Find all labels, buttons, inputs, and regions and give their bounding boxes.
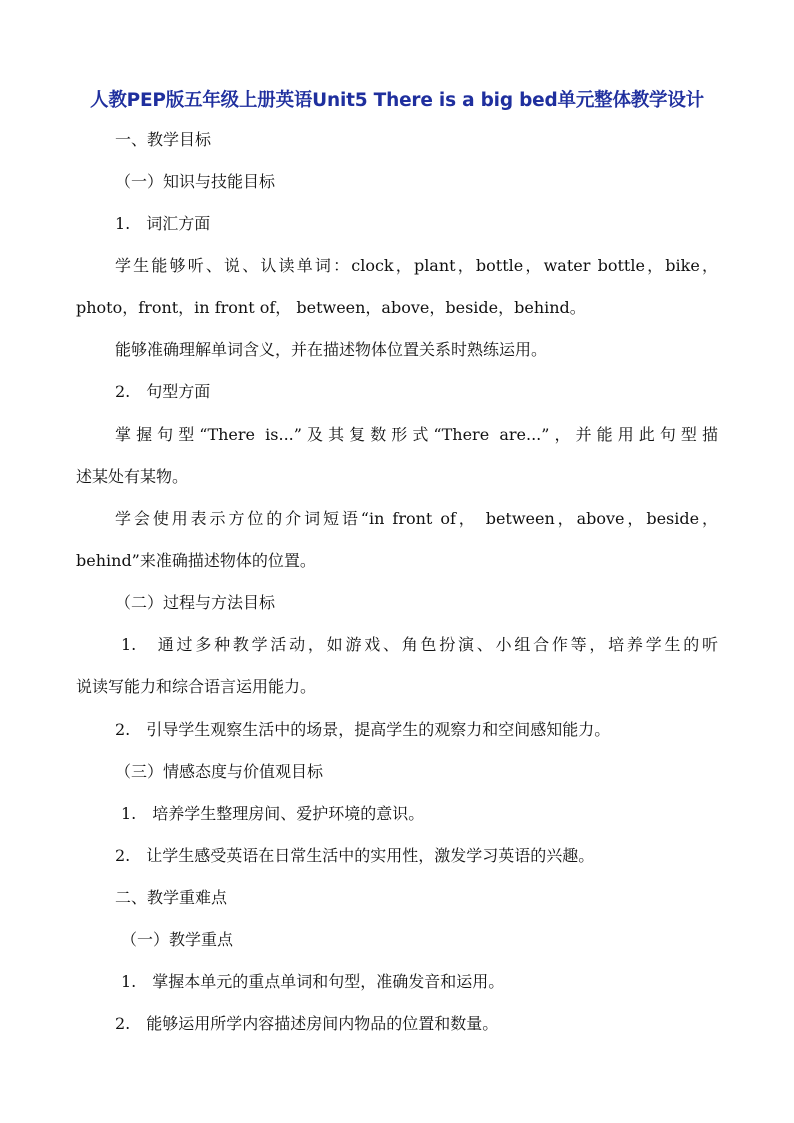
paragraph-line: 述某处有某物。 (76, 467, 189, 486)
paragraph-line: 1. 掌握本单元的重点单词和句型，准确发音和运用。 (121, 972, 505, 991)
subsection-heading-knowledge-skills: （一）知识与技能目标 (115, 172, 276, 191)
paragraph-line: 能够准确理解单词含义，并在描述物体位置关系时熟练运用。 (115, 340, 548, 359)
paragraph-line: 学生能够听、说、认读单词：clock，plant，bottle，water bottle，bike， (115, 256, 718, 275)
section-heading-objectives: 一、教学目标 (115, 130, 212, 149)
section-heading-key-difficult-points: 二、教学重难点 (115, 888, 228, 907)
paragraph-line: 1. 培养学生整理房间、爱护环境的意识。 (121, 804, 425, 823)
subsection-heading-key-points: （一）教学重点 (121, 930, 234, 949)
paragraph-line: 2. 能够运用所学内容描述房间内物品的位置和数量。 (115, 1014, 499, 1033)
paragraph-line: 2. 让学生感受英语在日常生活中的实用性，激发学习英语的兴趣。 (115, 846, 595, 865)
subsection-heading-process-methods: （二）过程与方法目标 (115, 593, 276, 612)
paragraph-line: behind”来准确描述物体的位置。 (76, 551, 316, 570)
paragraph-line: 掌握句型“There is...”及其复数形式“There are...”，并能用此句型描 (115, 425, 718, 444)
paragraph-line: 说读写能力和综合语言运用能力。 (76, 677, 317, 696)
document-title: 人教PEP版五年级上册英语Unit5 There is a big bed单元整体教学设计 (90, 90, 704, 111)
subsection-heading-attitudes-values: （三）情感态度与价值观目标 (115, 762, 324, 781)
paragraph-line: photo，front，in front of， between，above，beside，behind。 (76, 298, 586, 317)
paragraph-line: 1. 通过多种教学活动，如游戏、角色扮演、小组合作等，培养学生的听 (121, 635, 718, 654)
item-heading-sentence-patterns: 2. 句型方面 (115, 382, 211, 401)
paragraph-line: 2. 引导学生观察生活中的场景，提高学生的观察力和空间感知能力。 (115, 720, 611, 739)
paragraph-line: 学会使用表示方位的介词短语“in front of， between，above，beside， (115, 509, 718, 528)
item-heading-vocabulary: 1. 词汇方面 (115, 214, 211, 233)
